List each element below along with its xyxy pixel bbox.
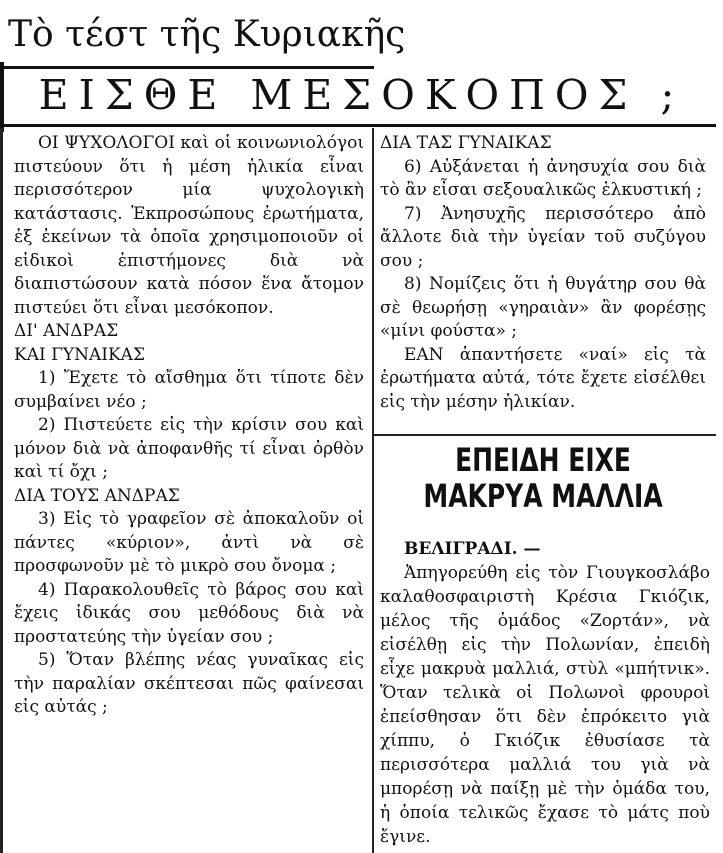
news-title-line-1: ΕΠΕΙΔΗ ΕΙΧΕ: [455, 441, 631, 479]
column-divider: [372, 128, 374, 853]
question-8: 8) Νομίζεις ὅτι ἡ θυγάτηρ σου θὰ σὲ θεωρήσῃ «γηραιὰν» ἂν φορέσῃς «μίνι φούστα» ;: [380, 274, 706, 341]
news-separator-rule: [373, 434, 716, 436]
question-6: 6) Αὐξάνεται ἡ ἀνησυχία σου διὰ τὸ ἂν εἶσαι σεξουαλικῶς ἑλκυστική ;: [380, 156, 706, 200]
question-5: 5) Ὅταν βλέπης νέας γυναῖκας εἰς τὴν παραλίαν σκέπτεσαι πῶς φαίνεσαι εἰς αὐτάς ;: [14, 650, 364, 717]
headline-rule: [0, 124, 716, 127]
section-both-heading-1: ΔΙ' ΑΝΔΡΑΣ: [14, 321, 119, 341]
section-women-heading: ΔΙΑ ΤΑΣ ΓΥΝΑΙΚΑΣ: [380, 133, 552, 153]
news-dateline: ΒΕΛΙΓΡΑΔΙ. —: [404, 539, 541, 559]
section-men-heading: ΔΙΑ ΤΟΥΣ ΑΝΔΡΑΣ: [14, 485, 180, 506]
headline: ΕΙΣΘΕ ΜΕΣΟΚΟΠΟΣ ;: [38, 71, 685, 119]
question-3: 3) Εἰς τὸ γραφεῖον σὲ ἀποκαλοῦν οἱ πάντες «κύριον», ἀντὶ νὰ σὲ προσφωνοῦν μὲ τὸ μικρὸ σου ὄνομα ;: [14, 509, 364, 576]
left-column: [14, 132, 364, 720]
left-edge-rule: [0, 128, 3, 853]
intro-paragraph: ΟΙ ΨΥΧΟΛΟΓΟΙ καὶ οἱ κοινωνιολόγοι πιστεύουν ὅτι ἡ μέση ἡλικία εἶναι περισσότερον μία ψυχολογικὴ κατάστασις. Ἐκπροσώπους ἐρωτήματα, ἐξ ἐκείνων τὰ ὁποῖα χρησιμοποιοῦν οἱ εἰδικοὶ ἐπιστήμονες διὰ νὰ διαπιστώσουν κατὰ πόσον ἕνα ἄτομον πιστεύει ὅτι εἶναι μεσόκοπον.: [14, 133, 364, 318]
question-7: 7) Ἀνησυχῆς περισσότερο ἀπὸ ἄλλοτε διὰ τὴν ὑγείαν τοῦ συζύγου σου ;: [380, 203, 706, 271]
news-body: Ἀπηγορεύθη εἰς τὸν Γιουγκοσλάβο καλαθοσφαιριστὴ Κρέσια Γκιόζικ, μέλος τῆς ὁμάδος «Ζορτάν», νὰ εἰσέλθῃ εἰς τὴν Πολωνίαν, ἐπειδὴ εἶχε μακρυὰ μαλλιά, στὺλ «μπήτνικ». Ὅταν τελικὰ οἱ Πολωνοὶ φρουροὶ ἐπείσθησαν ὅτι δὲν ἐπρόκειτο γιὰ χίππυ, ὁ Γκιόζικ ἐθυσίασε τὰ περισσότερα μαλλιά του γιὰ νὰ μπορέσῃ νὰ παίξῃ μὲ τὴν ὁμάδα του, ἡ ὁποία τελικῶς ἔχασε τὸ μάτς ποὺ ἔγινε.: [380, 563, 710, 847]
question-1: 1) Ἔχετε τὸ αἴσθημα ὅτι τίποτε δὲν συμβαίνει νέο ;: [14, 368, 364, 412]
section-title: Τὸ τέστ τῆς Κυριακῆς: [8, 14, 406, 55]
right-column: [380, 132, 706, 414]
news-article: [380, 537, 710, 849]
conclusion-paragraph: ΕΑΝ ἀπαντήσετε «ναί» εἰς τὰ ἐρωτήματα αὐτά, τότε ἔχετε εἰσέλθει εἰς τὴν μέσην ἡλικίαν.: [380, 344, 706, 412]
news-title-line-2: ΜΑΚΡΥΑ ΜΑΛΛΙΑ: [423, 477, 663, 515]
question-4: 4) Παρακολουθεῖς τὸ βάρος σου καὶ ἔχεις ἰδικάς σου μεθόδους διὰ νὰ προστατεύης τὴν ὑγείαν σου ;: [14, 579, 364, 647]
news-title: [416, 442, 670, 514]
section-both-heading-2: ΚΑΙ ΓΥΝΑΙΚΑΣ: [14, 344, 145, 365]
question-2: 2) Πιστεύετε εἰς τὴν κρίσιν σου καὶ μόνον διὰ νὰ ἀποφανθῆς τί εἶναι ὀρθὸν καὶ τί ὄχι ;: [14, 415, 364, 482]
title-underline: [0, 66, 374, 69]
